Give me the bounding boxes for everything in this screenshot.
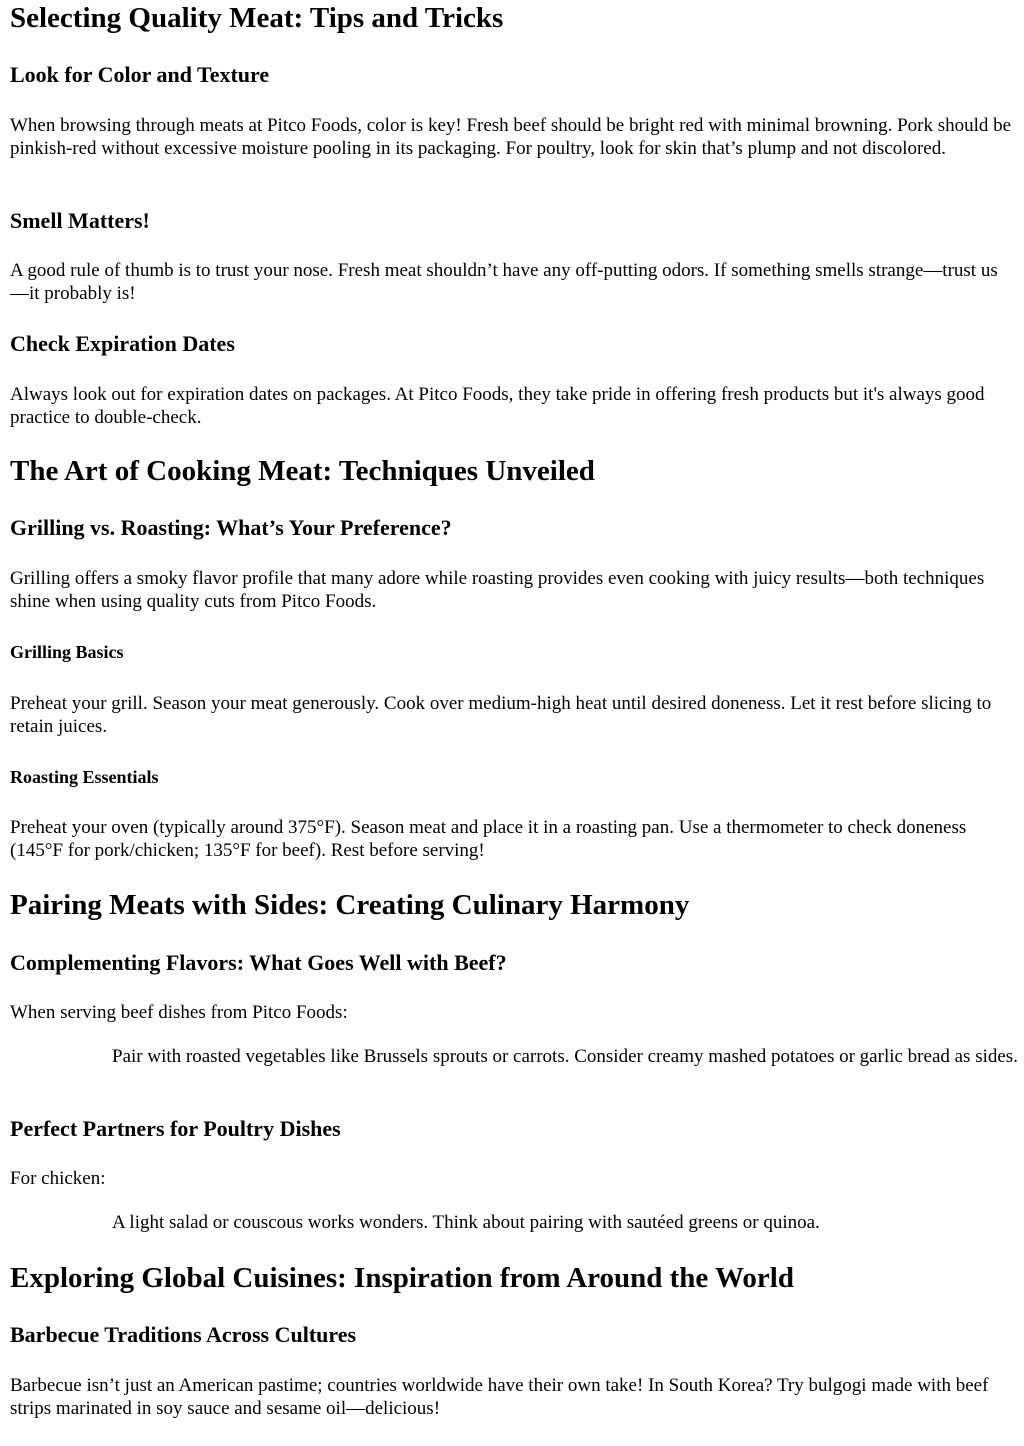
paragraph-grilling-vs-roasting: Grilling offers a smoky flavor profile that many adore while roasting provides even cooking with juicy results—both techniques shine when using quality cuts from Pitco Foods.	[10, 568, 985, 612]
heading-smell-matters: Smell Matters!	[10, 208, 150, 233]
quote-beef-sides: Pair with roasted vegetables like Brussels sprouts or carrots. Consider creamy mashed potatoes or garlic bread as sides.	[112, 1046, 1018, 1067]
heading-grilling-basics: Grilling Basics	[10, 642, 124, 662]
heading-roasting-essentials: Roasting Essentials	[10, 767, 159, 787]
paragraph-expiration-dates: Always look out for expiration dates on packages. At Pitco Foods, they take pride in offering fresh products but it's always good practice to double-check.	[10, 384, 985, 428]
heading-poultry-partners: Perfect Partners for Poultry Dishes	[10, 1116, 341, 1141]
section-title-pairing-meats: Pairing Meats with Sides: Creating Culinary Harmony	[10, 889, 690, 921]
paragraph-roasting-essentials: Preheat your oven (typically around 375°F). Season meat and place it in a roasting pan. Use a thermometer to check doneness (145°F for pork/chicken; 135°F for beef). Rest before serving!	[10, 817, 967, 861]
heading-barbecue-traditions: Barbecue Traditions Across Cultures	[10, 1322, 357, 1347]
section-title-selecting-quality-meat: Selecting Quality Meat: Tips and Tricks	[10, 2, 504, 34]
paragraph-color-and-texture: When browsing through meats at Pitco Foods, color is key! Fresh beef should be bright red with minimal browning. Pork should be pinkish-red without excessive moisture pooling in its packaging. For poultry, look for skin that’s plump and not discolored.	[10, 115, 1012, 159]
heading-color-and-texture: Look for Color and Texture	[10, 62, 270, 87]
section-title-global-cuisines: Exploring Global Cuisines: Inspiration from Around the World	[10, 1262, 794, 1294]
paragraph-chicken-intro: For chicken:	[10, 1168, 106, 1189]
heading-complementing-flavors: Complementing Flavors: What Goes Well with Beef?	[10, 950, 507, 975]
heading-grilling-vs-roasting: Grilling vs. Roasting: What’s Your Preference?	[10, 515, 452, 540]
paragraph-barbecue-traditions: Barbecue isn’t just an American pastime; countries worldwide have their own take! In South Korea? Try bulgogi made with beef strips marinated in soy sauce and sesame oil—delicious!	[10, 1375, 989, 1419]
section-title-art-of-cooking: The Art of Cooking Meat: Techniques Unveiled	[10, 455, 595, 487]
heading-expiration-dates: Check Expiration Dates	[10, 331, 235, 356]
paragraph-grilling-basics: Preheat your grill. Season your meat generously. Cook over medium-high heat until desired doneness. Let it rest before slicing to retain juices.	[10, 693, 992, 737]
quote-poultry-sides: A light salad or couscous works wonders. Think about pairing with sautéed greens or quinoa.	[112, 1212, 820, 1233]
paragraph-beef-intro: When serving beef dishes from Pitco Foods:	[10, 1002, 348, 1023]
paragraph-smell-matters: A good rule of thumb is to trust your nose. Fresh meat shouldn’t have any off-putting odors. If something smells strange—trust us—it probably is!	[10, 260, 998, 304]
